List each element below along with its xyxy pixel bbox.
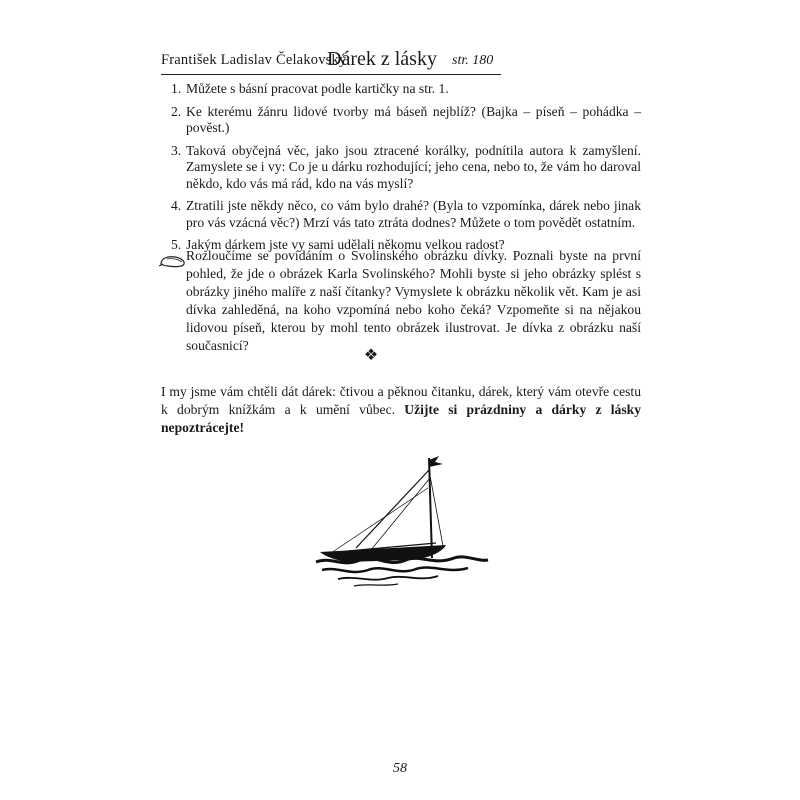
sailboat-illustration (308, 448, 493, 588)
heading-author: František Ladislav Čelakovský: (161, 52, 351, 68)
question-number: 2. (171, 103, 182, 119)
question-text: Taková obyčejná věc, jako jsou ztracené korálky, podnítila autora k zamyšlení. Zamyslete se i vy: Co je u dárku rozhodující; jeho cena, nebo to, že vám ho daroval někdo, kdo vás má rád, kdo na vás myslí? (186, 142, 641, 191)
closing-bold-text: Užijte si prázdniny a dárky z lásky nepoztrácejte! (161, 402, 641, 435)
page-number: 58 (393, 761, 407, 776)
question-text: Ke kterému žánru lidové tvorby má báseň nejblíž? (Bajka – píseň – pohádka – pověst.) (186, 103, 641, 135)
closing-text: I my jsme vám chtěli dát dárek: čtivou a pěknou čitanku, dárek, který vám otevře cestu k dobrým knížkám a k umění vůbec. (161, 384, 641, 417)
pen-icon (158, 252, 188, 270)
question-text: Ztratili jste někdy něco, co vám bylo drahé? (Byla to vzpomínka, dárek nebo jinak pro vás vzácná věc?) Mrzí vás tato ztráta dodnes? Můžete o tom povědět ostatním. (186, 198, 641, 230)
closing-paragraph (161, 383, 641, 437)
section-divider-ornament: ❖ (363, 347, 379, 364)
heading-page-reference: str. 180 (452, 53, 494, 68)
question-number: 4. (171, 198, 182, 213)
question-item (161, 81, 641, 98)
farewell-paragraph: Rozloučíme se povídáním o Svolinského obrázku dívky. Poznali byste na první pohled, že jde o obrázek Karla Svolinského? Mohli byste si jeho obrázky splést s obrázky jiného malíře z naší čítanky? Vymyslete k obrázku několik vět. Kam je asi dívka zahleděná, na koho vzpomíná nebo koho čeká? Vzpomeňte si na nějakou lidovou píseň, kterou by mohl tento obrázek ilustrovat. Je dívka z obrázku naší současnicí? (186, 248, 641, 353)
question-item (161, 198, 641, 231)
question-number: 5. (171, 237, 182, 252)
question-list (161, 81, 641, 260)
heading-title: Dárek z lásky (327, 48, 437, 70)
question-item (161, 104, 641, 137)
question-text: Jakým dárkem jste vy sami udělali někomu velkou radost? (186, 237, 505, 252)
question-text: Můžete s básní pracovat podle kartičky na str. 1. (186, 81, 449, 96)
question-number: 1. (171, 81, 182, 96)
question-item (161, 143, 641, 193)
question-number: 3. (171, 142, 182, 158)
section-heading (161, 47, 501, 75)
